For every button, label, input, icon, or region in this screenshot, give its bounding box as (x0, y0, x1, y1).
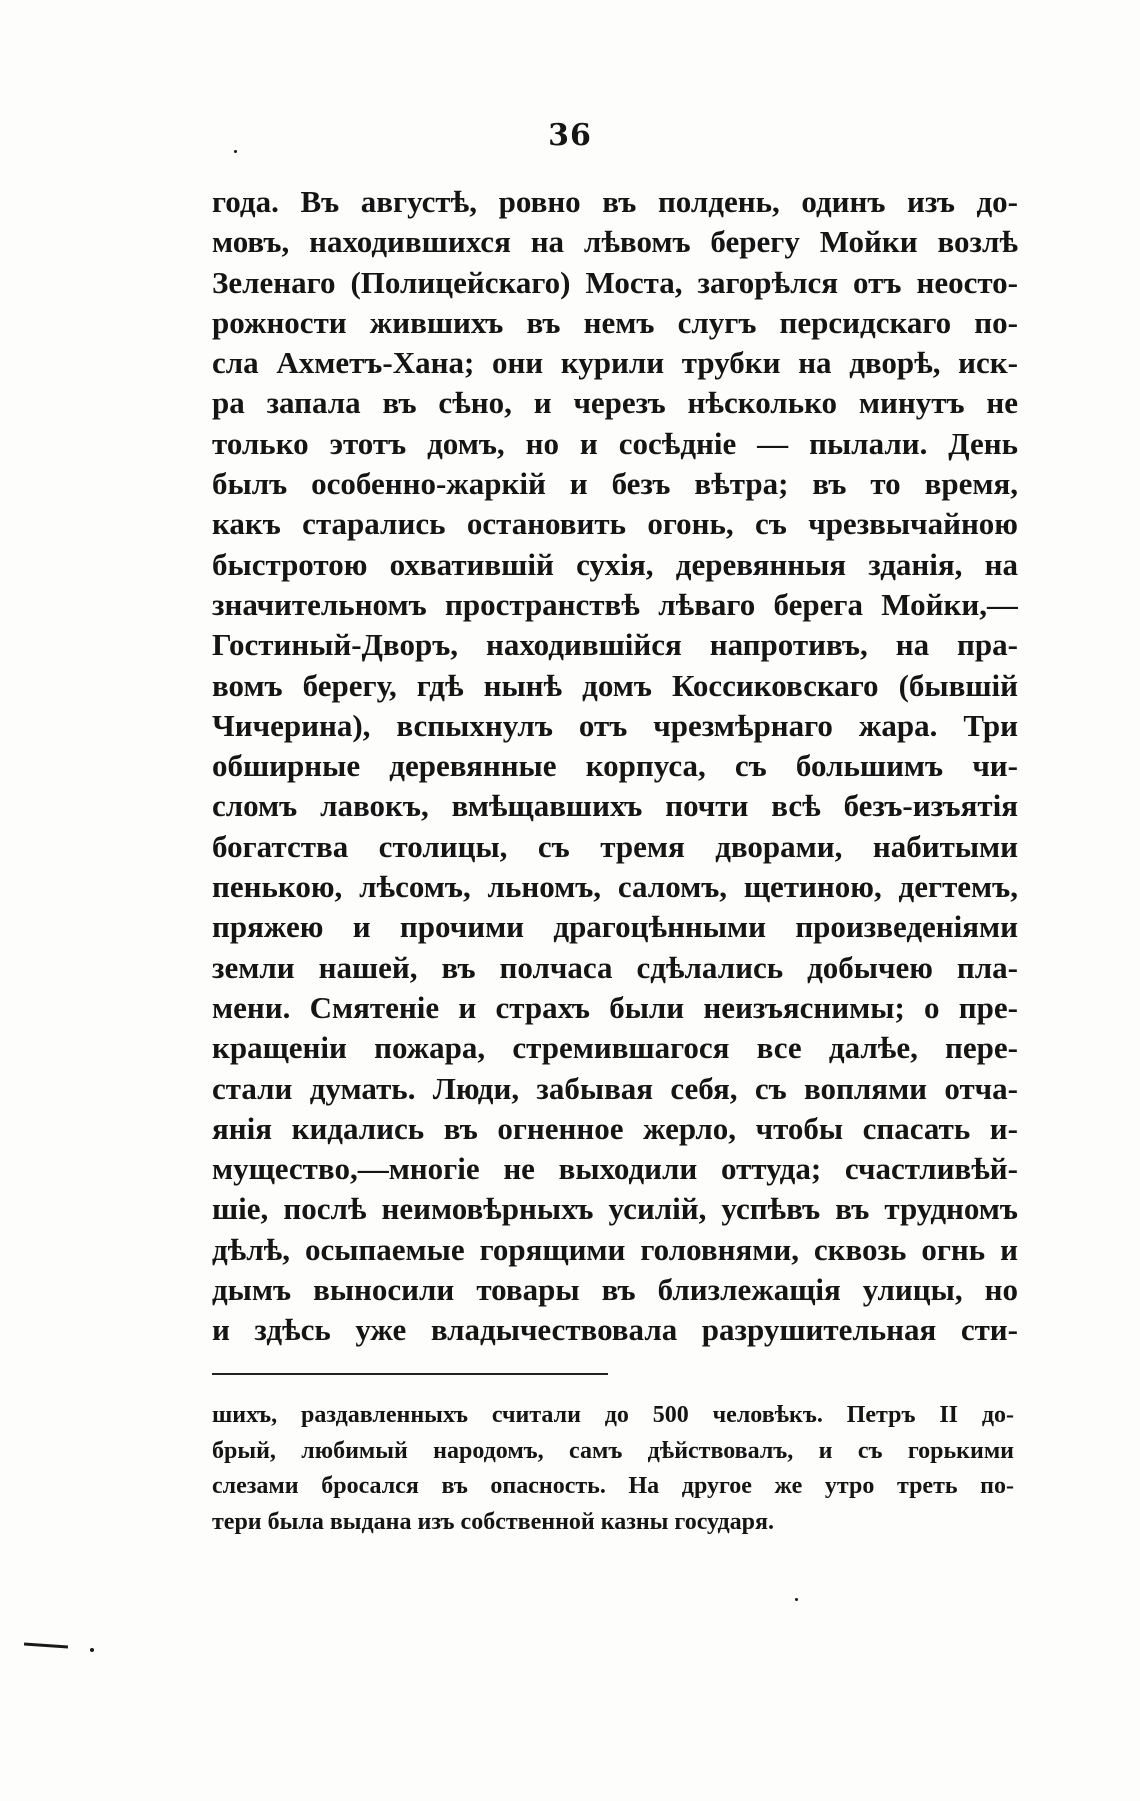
text-line: ра запала въ сѣно, и черезъ нѣсколько минутъ не (212, 385, 1018, 421)
footnote-line: тери была выдана изъ собственной казны государя. (212, 1508, 775, 1535)
text-line: шіе, послѣ неимовѣрныхъ усилій, успѣвъ въ трудномъ (212, 1191, 1018, 1227)
footnote-line: слезами бросался въ опасность. На другое же утро треть по- (212, 1473, 1014, 1499)
scan-speck (795, 1598, 798, 1601)
main-text (212, 182, 1018, 1351)
text-line: кращеніи пожара, стремившагося все далѣе, пере- (212, 1030, 1018, 1066)
text-line: Чичерина), вспыхнулъ отъ чрезмѣрнаго жара. Три (212, 707, 1018, 743)
page-number: 36 (548, 118, 592, 153)
footnote-line: брый, любимый народомъ, самъ дѣйствовалъ, и съ горькими (212, 1437, 1014, 1464)
text-line: земли нашей, въ полчаса сдѣлались добычею пла- (212, 949, 1018, 985)
text-line: янія кидались въ огненное жерло, чтобы спасать и- (212, 1110, 1018, 1146)
text-line: богатства столицы, съ тремя дворами, набитыми (212, 828, 1018, 864)
text-line: вомъ берегу, гдѣ нынѣ домъ Коссиковскаго (бывшій (212, 667, 1018, 703)
text-line: сла Ахметъ-Хана; они курили трубки на дворѣ, иск- (212, 345, 1018, 381)
text-line: быстротою охватившій сухія, деревянныя зданія, на (212, 546, 1018, 582)
text-line: сломъ лавокъ, вмѣщавшихъ почти всѣ безъ-изъятія (212, 788, 1018, 824)
text-line: рожности жившихъ въ немъ слугъ персидскаго по- (212, 304, 1018, 340)
text-line: и здѣсь уже владычествовала разрушительная сти- (212, 1312, 1018, 1348)
scan-speck (90, 1648, 94, 1652)
scan-speck (234, 150, 237, 153)
text-line: года. Въ августѣ, ровно въ полдень, одинъ изъ до- (212, 184, 1018, 219)
text-line: пряжею и прочими драгоцѣнными произведеніями (212, 909, 1018, 945)
text-line: Зеленаго (Полицейскаго) Моста, загорѣлся отъ неосто- (212, 264, 1018, 300)
text-line: пенькою, лѣсомъ, льномъ, саломъ, щетиною, дегтемъ, (212, 869, 1018, 905)
text-line: Гостиный-Дворъ, находившійся напротивъ, на пра- (212, 627, 1018, 663)
text-line: мовъ, находившихся на лѣвомъ берегу Мойки возлѣ (212, 224, 1018, 260)
footnote (212, 1398, 1014, 1540)
text-line: стали думать. Люди, забывая себя, съ воплями отча- (212, 1070, 1018, 1106)
text-line: значительномъ пространствѣ лѣваго берега Мойки,— (212, 586, 1018, 622)
text-line: какъ старались остановить огонь, съ чрезвычайною (212, 506, 1018, 542)
text-line: дымъ выносили товары въ близлежащія улицы, но (212, 1272, 1018, 1308)
text-line: мени. Смятеніе и страхъ были неизъяснимы; о пре- (212, 989, 1018, 1025)
text-line: мущество,—многіе не выходили оттуда; счастливѣй- (212, 1151, 1018, 1187)
text-line: дѣлѣ, осыпаемые горящими головнями, сквозь огнь и (212, 1231, 1018, 1267)
text-line: обширные деревянные корпуса, съ большимъ чи- (212, 748, 1018, 784)
footnote-line: шихъ, раздавленныхъ считали до 500 человѣкъ. Петръ II до- (212, 1402, 1014, 1428)
footnote-divider (212, 1373, 608, 1375)
text-line: былъ особенно-жаркій и безъ вѣтра; въ то время, (212, 466, 1018, 502)
text-line: только этотъ домъ, но и сосѣдніе — пылали. День (212, 425, 1018, 461)
scan-mark (24, 1642, 68, 1648)
